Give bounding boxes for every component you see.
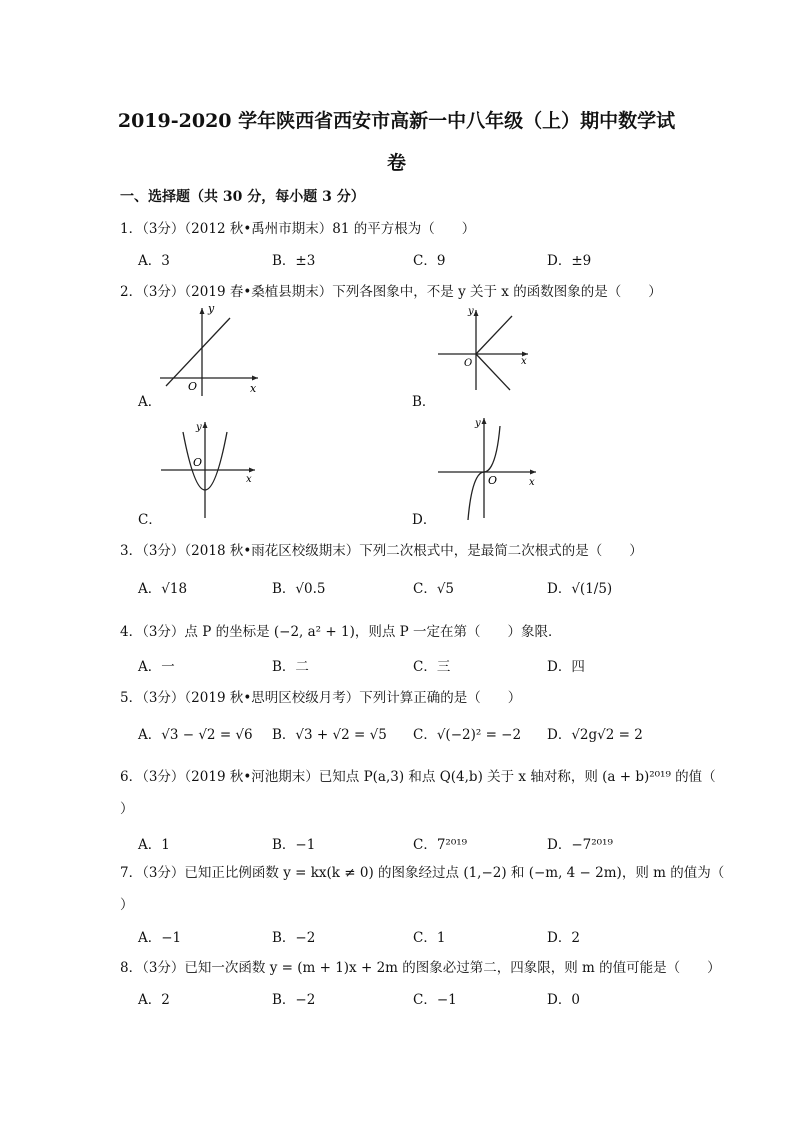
q8-option-b: B．−2 — [272, 992, 316, 1008]
q2-option-d: D． — [412, 512, 437, 528]
q6-option-a: A．1 — [138, 837, 170, 853]
question-8-stem: 8．（3分）已知一次函数 y = (m + 1)x + 2m 的图象必过第二，四象限，则 m 的值可能是（ ） — [120, 960, 721, 976]
graph-c-y-label: y — [196, 422, 202, 433]
q2-graph-c — [155, 418, 265, 522]
exam-title-line1: 2019-2020 学年陕西省西安市高新一中八年级（上）期中数学试 — [117, 110, 676, 132]
q1-option-c: C．9 — [413, 253, 446, 269]
q3-option-c: C．√5 — [413, 581, 455, 597]
graph-c-origin-label: O — [193, 456, 203, 469]
q2-option-a: A． — [138, 394, 162, 410]
q7-option-d: D．2 — [547, 930, 580, 946]
q2-option-b: B． — [412, 394, 436, 410]
q8-option-c: C．−1 — [413, 992, 457, 1008]
q6-option-b: B．−1 — [272, 837, 316, 853]
q7-option-a: A．−1 — [138, 930, 182, 946]
graph-a-y-label: y — [208, 302, 215, 315]
graph-d-origin-label: O — [488, 474, 498, 487]
q2-graph-b — [430, 300, 540, 400]
q1-option-a: A．3 — [138, 253, 170, 269]
graph-b-y-label: y — [468, 306, 474, 317]
q8-option-a: A．2 — [138, 992, 170, 1008]
question-5-stem: 5．（3分）（2019 秋•思明区校级月考）下列计算正确的是（ ） — [120, 690, 522, 706]
q2-graph-d — [432, 412, 544, 522]
question-7-stem-cont: ） — [120, 897, 134, 913]
q2-graph-a — [150, 300, 270, 400]
q3-option-d: D．√(1/5) — [547, 581, 613, 597]
q8-option-d: D．0 — [547, 992, 580, 1008]
q5-option-d: D．√2g√2 = 2 — [547, 727, 643, 743]
q3-option-b: B．√0.5 — [272, 581, 326, 597]
q4-option-d: D．四 — [547, 659, 585, 675]
q7-option-c: C．1 — [413, 930, 446, 946]
graph-d-x-label: x — [529, 477, 535, 488]
question-3-stem: 3．（3分）（2018 秋•雨花区校级期末）下列二次根式中，是最简二次根式的是（ ） — [120, 543, 643, 559]
q5-option-c: C．√(−2)² = −2 — [413, 727, 522, 743]
q2-option-c: C． — [138, 512, 162, 528]
q3-option-a: A．√18 — [138, 581, 188, 597]
exam-title-line2: 卷 — [386, 152, 406, 174]
q1-option-b: B．±3 — [272, 253, 316, 269]
q6-option-d: D．−7²⁰¹⁹ — [547, 837, 613, 853]
section-heading: 一、选择题（共 30 分，每小题 3 分） — [120, 189, 365, 205]
q4-option-a: A．一 — [138, 659, 175, 675]
q5-option-b: B．√3 + √2 = √5 — [272, 727, 387, 743]
question-6-stem-cont: ） — [120, 801, 134, 817]
graph-a-origin-label: O — [188, 380, 198, 393]
question-4-stem: 4．（3分）点 P 的坐标是 (−2, a² + 1)，则点 P 一定在第（ ）象限． — [120, 624, 562, 640]
graph-d-y-label: y — [475, 418, 481, 429]
q5-option-a: A．√3 − √2 = √6 — [138, 727, 253, 743]
question-2-stem: 2．（3分）（2019 春•桑植县期末）下列各图象中，不是 y 关于 x 的函数图象的是（ ） — [120, 284, 662, 300]
question-7-stem: 7．（3分）已知正比例函数 y = kx(k ≠ 0) 的图象经过点 (1,−2) 和 (−m, 4 − 2m)，则 m 的值为（ — [120, 865, 725, 881]
graph-b-origin-label: O — [464, 358, 473, 369]
q6-option-c: C．7²⁰¹⁹ — [413, 837, 468, 853]
q4-option-b: B．二 — [272, 659, 309, 675]
q4-option-c: C．三 — [413, 659, 451, 675]
graph-b-x-label: x — [521, 356, 527, 367]
q1-option-d: D．±9 — [547, 253, 592, 269]
q7-option-b: B．−2 — [272, 930, 316, 946]
graph-c-x-label: x — [246, 474, 252, 485]
question-6-stem: 6．（3分）（2019 秋•河池期末）已知点 P(a,3) 和点 Q(4,b) 关于 x 轴对称，则 (a + b)²⁰¹⁹ 的值（ — [120, 769, 716, 785]
graph-a-x-label: x — [250, 382, 257, 395]
question-1-stem: 1．（3分）（2012 秋•禹州市期末）81 的平方根为（ ） — [120, 221, 476, 237]
